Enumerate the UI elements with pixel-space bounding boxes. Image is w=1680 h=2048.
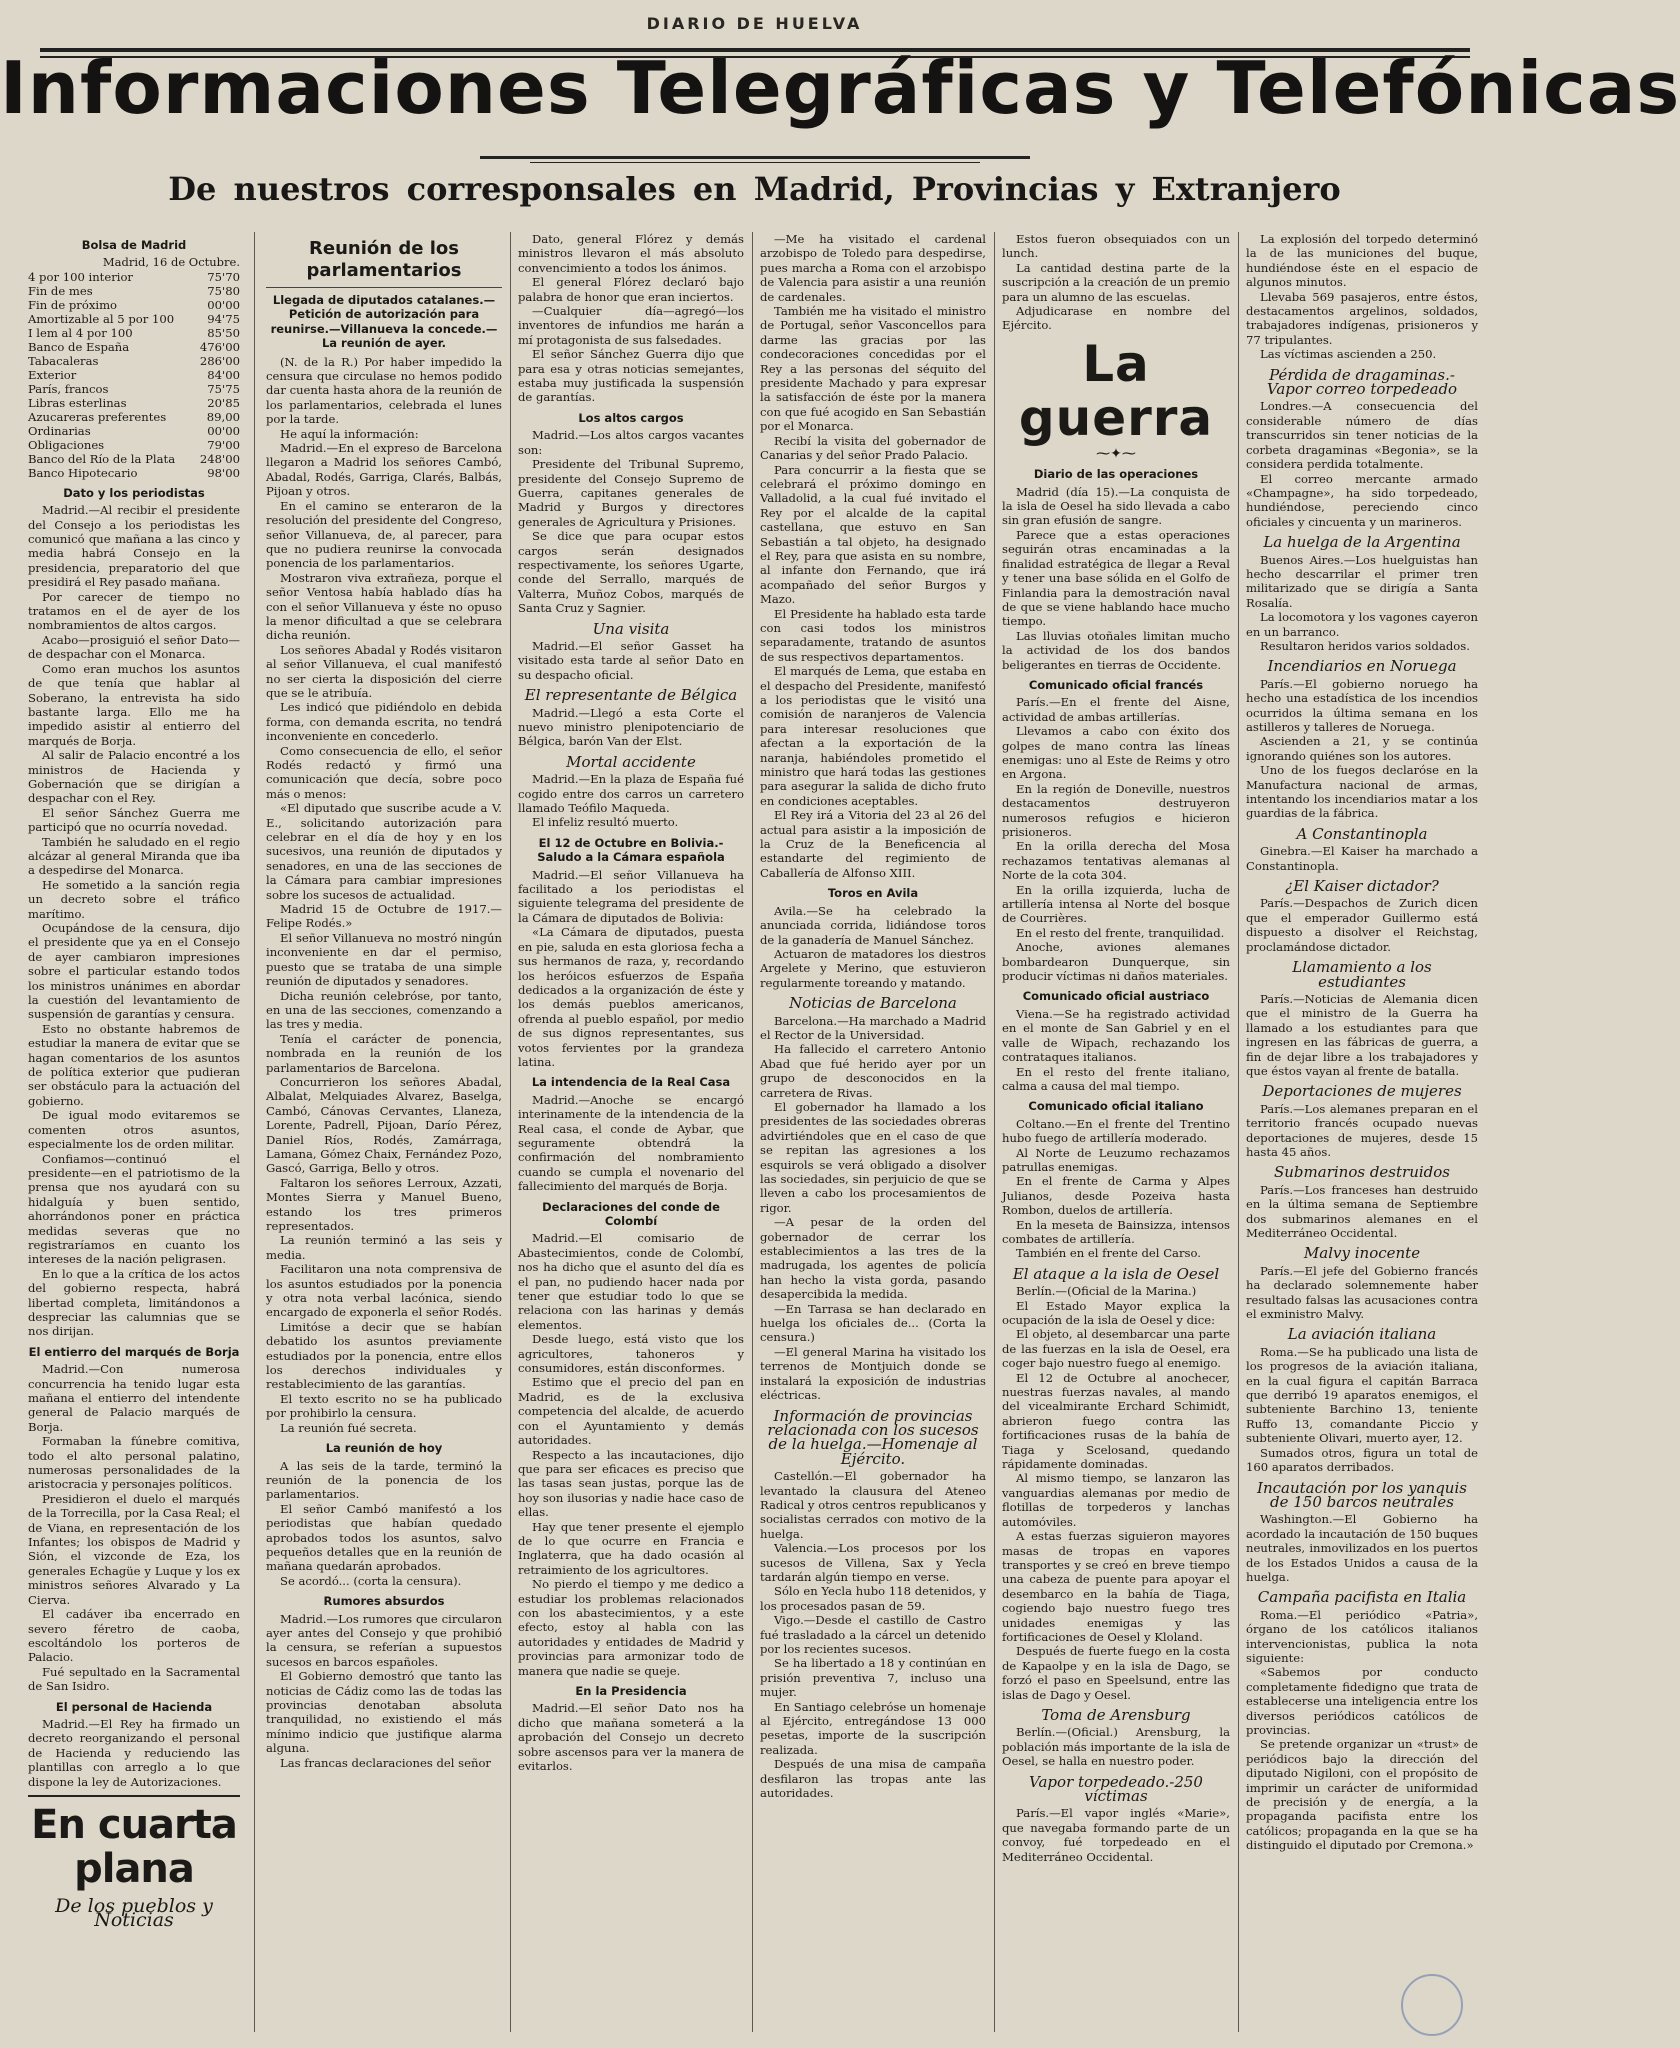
stock-value: 00'00 <box>207 297 240 312</box>
paragraph: Sólo en Yecla hubo 118 detenidos, y los procesados pasan de 59. <box>760 1584 986 1613</box>
stock-name: Fin de próximo <box>28 297 118 312</box>
paragraph: Se acordó... (corta la censura). <box>280 1573 462 1588</box>
paragraph: El correo mercante armado «Champagne», ha sido torpedeado, hundiéndose, pereciendo cinco oficiales y cincuenta y un marineros. <box>1246 471 1478 529</box>
paragraph: No pierdo el tiempo y me dedico a estudiar los problemas relacionados con los abastecimientos, y a este efecto, estoy al habla con las autoridades y entidades de Madrid y provincias para armonizar todo de manera que nadie se queje. <box>518 1577 744 1678</box>
paragraph: París.—En el frente del Aisne, actividad de ambas artillerías. <box>1002 695 1230 724</box>
paragraph: París.—El vapor inglés «Marie», que navegaba formando parte de un convoy, fué torpedeado en el Mediterráneo Occidental. <box>1002 1806 1230 1864</box>
article-heading: El personal de Hacienda <box>55 1699 213 1714</box>
paragraph: Madrid 15 de Octubre de 1917.— Felipe Rodés.» <box>266 902 502 931</box>
paragraph: Hay que tener presente el ejemplo de lo que ocurre en Francia e Inglaterra, que ha dado ocasión al retraimiento de los agricultores. <box>518 1519 744 1577</box>
paragraph: Coltano.—En el frente del Trentino hubo fuego de artillería moderado. <box>1002 1116 1230 1146</box>
paragraph: Estos fueron obsequiados con un lunch. <box>1002 232 1230 261</box>
column-1 <box>28 232 240 2032</box>
paragraph: Viena.—Se ha registrado actividad en el monte de San Gabriel y en el valle de Wipach, rechazando los contrataques italianos. <box>1002 1006 1230 1065</box>
article-heading: Llamamiento a los estudiantes <box>1292 958 1432 991</box>
paragraph: En el resto del frente italiano, calma a causa del mal tiempo. <box>1002 1064 1230 1093</box>
paragraph: En la orilla derecha del Mosa rechazamos tentativas alemanas al Norte de la cota 304. <box>1002 839 1230 883</box>
paragraph: También he saludado en el regio alcázar al general Miranda que iba a despedirse del Monarca. <box>28 834 240 878</box>
stock-name: Azucareras preferentes <box>28 409 167 424</box>
paragraph: Madrid.—El señor Dato nos ha dicho que mañana someterá a la aprobación del Consejo un decreto sobre ascensos para ver la manera de evitarlos. <box>518 1701 744 1774</box>
paragraph: Madrid.—Con numerosa concurrencia ha tenido lugar esta mañana el entierro del intendente general de Palacio marqués de Borja. <box>28 1362 240 1434</box>
paragraph: Valencia.—Los procesos por los sucesos de Villena, Sax y Yecla tardarán algún tiempo en verse. <box>760 1541 986 1584</box>
article-heading: Toma de Arensburg <box>1041 1705 1191 1724</box>
paragraph: Parece que a estas operaciones seguirán otras encaminadas a la finalidad estratégica de llegar a Reval y tener una base sólida en el Golfo de Finlandia para la demostración naval de que se viene hablando hace mucho tiempo. <box>1002 527 1230 629</box>
paragraph: Dato, general Flórez y demás ministros llevaron el más absoluto convencimiento a todos los ánimos. <box>518 232 744 275</box>
paragraph: Avila.—Se ha celebrado la anunciada corrida, lidiándose toros de la ganadería de Manuel Sánchez. <box>760 903 986 947</box>
ornament-icon: ⁓✦⁓ <box>1096 445 1136 462</box>
paragraph: Al mismo tiempo, se lanzaron las vanguardias alemanas por medio de flotillas de torpederos y lanchas automóviles. <box>1002 1471 1230 1529</box>
article-heading: A Constantinopla <box>1296 824 1428 843</box>
paragraph: Madrid.—En el expreso de Barcelona llegaron a Madrid los señores Cambó, Abadal, Rodés, Garriga, Clarés, Balbás, Pijoan y otros. <box>266 441 502 499</box>
paragraph: El gobernador ha llamado a los presidentes de las sociedades obreras advirtiéndoles que en el caso de que se repitan las agresiones a los esquirols se verá obligado a disolver las sociedades, sin perjuicio de que se lleven a cabo los procesamientos de rigor. <box>760 1099 986 1215</box>
paragraph: También en el frente del Carso. <box>1016 1246 1201 1261</box>
paragraph: Dicha reunión celebróse, por tanto, en una de las secciones, comenzando a las tres y media. <box>266 988 502 1032</box>
stock-value: 75'80 <box>207 283 240 298</box>
paragraph: El infeliz resultó muerto. <box>532 815 679 830</box>
stock-value: 85'50 <box>207 325 240 340</box>
paragraph: París.—Los alemanes preparan en el territorio francés ocupado nuevas deportaciones de mujeres, desde 15 hasta 45 años. <box>1246 1101 1478 1159</box>
article-heading: ¿El Kaiser dictador? <box>1285 877 1439 896</box>
article-heading: Los altos cargos <box>578 410 684 425</box>
stock-value: 79'00 <box>207 437 240 452</box>
article-heading: Deportaciones de mujeres <box>1262 1082 1462 1101</box>
stock-name: París, francos <box>28 381 109 396</box>
paragraph: Madrid.—El señor Villanueva ha facilitado a los periodistas el siguiente telegrama del presidente de la Cámara de diputados de Bolivia: <box>518 867 744 925</box>
article-heading: El 12 de Octubre en Bolivia.-Saludo a la Cámara española <box>537 835 725 865</box>
paragraph: Tenía el carácter de ponencia, nombrada en la reunión de los parlamentarios de Barcelona. <box>266 1031 502 1075</box>
paragraph: Barcelona.—Ha marchado a Madrid el Rector de la Universidad. <box>760 1013 986 1042</box>
paragraph: París.—Los franceses han destruido en la última semana de Septiembre dos submarinos alemanes en el Mediterráneo Occidental. <box>1246 1182 1478 1240</box>
stock-name: I lem al 4 por 100 <box>28 325 133 340</box>
article-heading: Malvy inocente <box>1303 1244 1421 1263</box>
divider <box>266 287 502 288</box>
paragraph: «La Cámara de diputados, puesta en pie, saluda en esta gloriosa fecha a sus hermanos de raza, y, recordando los heróicos esfuerzos de España dedicados a la organización de éste y los demás pueblos americanos, ofrenda al pueblo español, por medio de sus dignos representantes, sus votos fervientes por la grandeza latina. <box>518 925 744 1069</box>
stock-row <box>28 284 240 298</box>
paragraph: Desde luego, está visto que los agricultores, tahoneros y consumidores, están disconformes. <box>518 1332 744 1376</box>
paragraph: Para concurrir a la fiesta que se celebrará el próximo domingo en Valladolid, a la cual fué invitado el Rey por el alcalde de la capital castellana, que estuvo en San Sebastián a tal objeto, ha designado el Rey, para que asista en su nombre, al infante don Fernando, que irá acompañado del señor Burgos y Mazo. <box>760 462 986 607</box>
library-stamp-icon <box>1401 1974 1463 2036</box>
stock-row <box>28 382 240 396</box>
column-rule <box>752 232 753 2032</box>
column-4 <box>760 232 986 2032</box>
paragraph: —Cualquier día—agregó—los inventores de infundios me harán a mí protagonista de sus falsedades. <box>518 304 744 347</box>
stock-value: 84'00 <box>207 367 240 382</box>
article-heading: Declaraciones del conde de Colombí <box>542 1199 720 1228</box>
article-heading: Submarinos destruidos <box>1274 1163 1450 1182</box>
stock-row <box>28 298 240 312</box>
paragraph: Madrid.—Al recibir el presidente del Consejo a los periodistas les comunicó que mañana a las cinco y media habrá Consejo en la presidencia, preparatorio del que presidirá el Rey pasado mañana. <box>28 503 240 590</box>
paragraph: (N. de la R.) Por haber impedido la censura que circulase no hemos podido dar cuenta hasta ahora de la reunión de los parlamentarios, celebrada el lunes por la tarde. <box>266 354 502 427</box>
article-heading: Comunicado oficial italiano <box>1028 1099 1204 1114</box>
paragraph: Berlín.—(Oficial de la Marina.) <box>1016 1284 1197 1299</box>
paragraph: Washington.—El Gobierno ha acordado la incautación de 150 buques neutrales, inmovilizados en los puertos de los Estados Unidos a causa de la huelga. <box>1246 1512 1478 1584</box>
paragraph: Acabo—prosiguió el señor Dato—de despachar con el Monarca. <box>28 632 240 662</box>
paragraph: Presidieron el duelo el marqués de la Torrecilla, por la Casa Real; el de Viana, en representación de los Infantes; los obispos de Madrid y Sión, el vizconde de Eza, los generales Echagüe y Luque y los ex ministros señores Alvarado y La Cierva. <box>28 1491 240 1607</box>
article-heading: El ataque a la isla de Oesel <box>1012 1264 1220 1283</box>
paragraph: Concurrieron los señores Abadal, Albalat, Melquiades Alvarez, Baselga, Cambó, Cánovas Cervantes, Llaneza, Lorente, Padrell, Pijoan, Darío Pérez, Daniel Ríos, Rodés, Zamárraga, Lamana, Gómez Chaix, Fernández Pozo, Gascó, Garriga, Bello y otros. <box>266 1074 502 1176</box>
stock-name: 4 por 100 interior <box>28 269 133 284</box>
paragraph: Vigo.—Desde el castillo de Castro fué trasladado a la cárcel un detenido por los recientes sucesos. <box>760 1613 986 1656</box>
paragraph: Madrid.—El comisario de Abastecimientos, conde de Colombí, nos ha dicho que el asunto del día es el pan, no pudiendo hacer nada por tener que estudiar todo lo que se relaciona con las harinas y demás elementos. <box>518 1231 744 1332</box>
paragraph: Por carecer de tiempo no tratamos en el de ayer de los nombramientos de altos cargos. <box>28 589 240 633</box>
paragraph: En lo que a la crítica de los actos del gobierno respecta, habrá libertad completa, limitándonos a despreciar las calumnias que se nos dirijan. <box>28 1266 240 1339</box>
stock-row <box>28 424 240 438</box>
stock-value: 75'70 <box>207 269 240 284</box>
article-heading: Dato y los periodistas <box>63 485 205 500</box>
paragraph: En la orilla izquierda, lucha de artillería intensa al Norte del bosque de Courrières. <box>1002 882 1230 926</box>
stock-row <box>28 354 240 368</box>
paragraph: —En Tarrasa se han declarado en huelga los oficiales de... (Corta la censura.) <box>760 1301 986 1345</box>
article-heading: Campaña pacifista en Italia <box>1257 1588 1467 1607</box>
article-heading: En la Presidencia <box>575 1684 687 1698</box>
stock-value: 98'00 <box>207 465 240 480</box>
article-heading: Incendiarios en Noruega <box>1267 657 1457 676</box>
paragraph: Después de fuerte fuego en la costa de Kapaolpe y en la isla de Dago, se forzó el paso en Speelsund, entre las islas de Dago y Oesel. <box>1002 1644 1230 1702</box>
paragraph: Los señores Abadal y Rodés visitaron al señor Villanueva, el cual manifestó no ser cierta la disposición del cierre que se le atribuía. <box>266 642 502 700</box>
stock-name: Libras esterlinas <box>28 395 127 410</box>
stock-name: Banco Hipotecario <box>28 465 138 480</box>
paragraph: Formaban la fúnebre comitiva, todo el alto personal palatino, numerosas personalidades de la aristocracia y personajes políticos. <box>28 1434 240 1492</box>
paragraph: Ascienden a 21, y se continúa ignorando quiénes son los autores. <box>1246 734 1478 763</box>
stock-value: 75'75 <box>207 381 240 396</box>
column-rule <box>254 232 255 2032</box>
column-6 <box>1246 232 1478 2032</box>
article-heading: Pérdida de dragaminas.- Vapor correo torpedeado <box>1266 365 1458 399</box>
stock-row <box>28 396 240 410</box>
stock-row <box>28 326 240 340</box>
paragraph: Londres.—A consecuencia del considerable número de días transcurridos sin tener noticias de la corbeta dragaminas «Begonia», se la considera perdida totalmente. <box>1246 399 1478 472</box>
paragraph: El Presidente ha hablado esta tarde con casi todos los ministros separadamente, tratando de asuntos de sus respectivos departamentos. <box>760 606 986 664</box>
paragraph: De igual modo evitaremos se comenten otros asuntos, especialmente los de orden militar. <box>28 1108 240 1152</box>
article-heading: La intendencia de la Real Casa <box>531 1075 731 1090</box>
article-subheading: Llegada de diputados catalanes.— Petición de autorización para reunirse.—Villanueva la concede.— La reunión de ayer. <box>270 293 498 351</box>
paragraph: También me ha visitado el ministro de Portugal, señor Vasconcellos para darme las gracias por las condecoraciones concedidas por el Rey a las personas del séquito del presidente Machado y para expresar la satisfacción de éste por la manera con que fué acogido en San Sebastián por el Monarca. <box>760 304 986 434</box>
stock-name: Amortizable al 5 por 100 <box>28 311 175 326</box>
paragraph: Les indicó que pidiéndolo en debida forma, con demanda escrita, no tendrá inconveniente en concederlo. <box>266 700 502 744</box>
stock-name: Obligaciones <box>28 437 105 452</box>
paragraph: La explosión del torpedo determinó la de las municiones del buque, hundiéndose éste en el espacio de algunos minutos. <box>1246 232 1478 290</box>
paragraph: Las lluvias otoñales limitan mucho la actividad de los dos bandos beligerantes en tierras de Occidente. <box>1002 628 1230 672</box>
article-heading: La huelga de la Argentina <box>1263 533 1461 552</box>
column-rule <box>994 232 995 2032</box>
article-heading: Noticias de Barcelona <box>789 994 957 1013</box>
stock-row <box>28 452 240 466</box>
paragraph: París.—Despachos de Zurich dicen que el emperador Guillermo está dispuesto a disolver el Reichstag, proclamándose dictador. <box>1246 896 1478 954</box>
stock-value: 94'75 <box>207 311 240 326</box>
paragraph: Roma.—El periódico «Patria», órgano de los católicos italianos intervencionistas, publica la nota siguiente: <box>1246 1607 1478 1665</box>
paragraph: Faltaron los señores Lerroux, Azzati, Montes Sierra y Manuel Bueno, estando los tres primeros representados. <box>266 1175 502 1233</box>
stock-name: Exterior <box>28 367 77 382</box>
stock-name: Banco del Río de la Plata <box>28 451 176 466</box>
paragraph: Como eran muchos los asuntos de que tenía que hablar al Soberano, la entrevista ha sido bastante larga. Ello me ha impedido asistir al entierro del marqués de Borja. <box>28 661 240 748</box>
paragraph: Actuaron de matadores los diestros Argelete y Merino, que estuvieron regularmente toreando y matando. <box>760 946 986 990</box>
paragraph: —El general Marina ha visitado los terrenos de Montjuich donde se instalará la exposición de industrias eléctricas. <box>760 1344 986 1403</box>
paragraph: «Sabemos por conducto completamente fidedigno que trata de establecerse una inteligencia entre los diversos periódicos católicos de provincias. <box>1246 1665 1478 1737</box>
column-5 <box>1002 232 1230 2032</box>
paragraph: Adjudicarase en nombre del Ejército. <box>1002 304 1230 333</box>
paragraph: Berlín.—(Oficial.) Arensburg, la población más importante de la isla de Oesel, se halla en nuestro poder. <box>1002 1725 1230 1769</box>
paragraph: El Estado Mayor explica la ocupación de la isla de Oesel y dice: <box>1002 1298 1230 1327</box>
stock-value: 286'00 <box>199 353 240 368</box>
column-3 <box>518 232 744 2032</box>
paragraph: Ginebra.—El Kaiser ha marchado a Constantinopla. <box>1246 844 1478 873</box>
paragraph: En el camino se enteraron de la resolución del presidente del Congreso, señor Villanueva, de, al parecer, para que no pudiera reunirse la convocada ponencia de los parlamentarios. <box>266 498 502 571</box>
article-heading: Mortal accidente <box>566 752 696 771</box>
article-heading: El entierro del marqués de Borja <box>28 1344 240 1359</box>
paragraph: En la meseta de Bainsizza, intensos combates de artillería. <box>1002 1217 1230 1246</box>
stock-name: Ordinarias <box>28 423 91 438</box>
paragraph: La cantidad destina parte de la suscripción a la creación de un premio para un alumno de las escuelas. <box>1002 260 1231 304</box>
paragraph: Estimo que el precio del pan en Madrid, es de la exclusiva competencia del alcalde, de acuerdo con el Ayuntamiento y demás autoridades. <box>518 1375 744 1448</box>
stock-row <box>28 312 240 326</box>
paragraph: París.—El gobierno noruego ha hecho una estadística de los incendios ocurridos la última semana en los astilleros y talleres de Noruega. <box>1246 676 1478 734</box>
paragraph: El marqués de Lema, que estaba en el despacho del Presidente, manifestó a los periodistas que le visitó una comisión de naranjeros de Valencia para interesar resoluciones que afectan a la exportación de la naranja, habiéndoles prometido el ministro que hará todas las gestiones para asegurar la salida de dicho fruto en condiciones aceptables. <box>760 664 986 808</box>
paragraph: Ocupándose de la censura, dijo el presidente que ya en el Consejo de ayer cambiaron impresiones sobre el particular estando todos los ministros unánimes en abordar la cuestión del levantamiento de suspensión de garantías y censura. <box>28 921 240 1022</box>
paragraph: París.—Noticias de Alemania dicen que el ministro de la Guerra ha llamado a los estudiantes para que ingresen en las fábricas de guerra, a fin de dejar libre a los trabajadores y que éstos vayan al frente de batalla. <box>1246 991 1478 1078</box>
running-head: DIARIO DE HUELVA <box>646 14 863 33</box>
stock-row <box>28 368 240 382</box>
stock-name: Tabacaleras <box>28 353 99 368</box>
article-heading: Incautación por los yanquis de 150 barcos neutrales <box>1257 1478 1467 1511</box>
article-heading: Información de provincias relacionada con los sucesos de la huelga.—Homenaje al Ejército. <box>767 1406 979 1468</box>
column-rule <box>1238 232 1239 2032</box>
paragraph: Llevaba 569 pasajeros, entre éstos, destacamentos argelinos, soldados, trabajadores indígenas, prisioneros y 77 tripulantes. <box>1246 289 1478 347</box>
paragraph: El cadáver iba encerrado en severo féretro de caoba, escoltándolo los porteros de Palacio. <box>28 1607 240 1665</box>
paragraph: Mostraron viva extrañeza, porque el señor Ventosa había hablado días ha con el señor Villanueva y éste no opuso la menor dificultad a que se celebrara dicha reunión. <box>266 570 502 643</box>
paragraph: Las francas declaraciones del señor <box>280 1755 491 1770</box>
paragraph: Madrid.—Los rumores que circularon ayer antes del Consejo y que prohibió la censura, se referían a supuestos sucesos en barcos españoles. <box>266 1611 502 1669</box>
stock-value: 476'00 <box>199 339 240 354</box>
paragraph: Madrid.—En la plaza de España fué cogido entre dos carros un carretero llamado Teófilo Maqueda. <box>518 772 744 816</box>
article-heading: El representante de Bélgica <box>524 686 738 705</box>
stock-row <box>28 410 240 424</box>
title-rule <box>480 156 1030 159</box>
stock-row <box>28 438 240 452</box>
bolsa-heading: Bolsa de Madrid <box>81 238 187 252</box>
paragraph: París.—El jefe del Gobierno francés ha declarado solemnemente haber resultado falsas las acusaciones contra el exministro Malvy. <box>1246 1263 1478 1322</box>
paragraph: Sumados otros, figura un total de 160 aparatos derribados. <box>1246 1445 1478 1475</box>
bolsa-date: Madrid, 16 de Octubre. <box>102 255 240 270</box>
paragraph: He sometido a la sanción regia un decreto sobre el tráfico marítimo. <box>28 877 240 921</box>
stock-row <box>28 340 240 354</box>
paragraph: El Rey irá a Vitoria del 23 al 26 del actual para asistir a la imposición de la Cruz de la Beneficencia al estandarte del regimiento de Caballería de Alfonso XIII. <box>760 808 986 880</box>
paragraph: Limitóse a decir que se habían debatido los asuntos previamente estudiados por la ponencia, entre ellos los derechos individuales y restablecimiento de las garantías. <box>266 1319 502 1392</box>
page-title: Informaciones Telegráficas y Telefónicas <box>0 46 1680 130</box>
paragraph: La reunión fué secreta. <box>280 1420 417 1435</box>
paragraph: El señor Villanueva no mostró ningún inconveniente en dar el permiso, puesto que se trataba de una simple reunión de diputados y senadores. <box>266 930 502 989</box>
article-heading: Comunicado oficial austriaco <box>1022 989 1210 1004</box>
paragraph: Castellón.—El gobernador ha levantado la clausura del Ateneo Radical y otros centros republicanos y socialistas cerrados con motivo de la huelga. <box>760 1469 986 1541</box>
article-heading: Reunión de los parlamentarios <box>306 238 462 281</box>
paragraph: A estas fuerzas siguieron mayores masas de tropas en vapores transportes y se creó en breve tiempo una cabeza de puente para apoyar el desembarco en la bahía de Tiaga, cogiendo bajo nuestro fuego tres unidades enemigas y las fortificaciones de Oesel y Kloland. <box>1002 1529 1230 1644</box>
paragraph: Madrid.—Anoche se encargó interinamente de la intendencia de la Real casa, el conde de Aybar, que seguramente obtendrá la confirmación del nombramiento cuando se cumpla el novenario del fallecimiento del marqués de Borja. <box>518 1092 744 1194</box>
paragraph: Llevamos a cabo con éxito dos golpes de mano contra las líneas enemigas: uno al Este de Reims y otro en Argona. <box>1002 724 1230 782</box>
paragraph: Respecto a las incautaciones, dijo que para ser eficaces es preciso que las tasas sean justas, porque las de hoy son ilusorias y nadie hace caso de ellas. <box>518 1447 744 1520</box>
paragraph: El texto escrito no se ha publicado por prohibirlo la censura. <box>266 1391 502 1421</box>
paragraph: Las víctimas ascienden a 250. <box>1260 347 1437 362</box>
article-heading: Rumores absurdos <box>323 1594 445 1609</box>
paragraph: El objeto, al desembarcar una parte de las fuerzas en la isla de Oesel, era coger bajo nuestro fuego al enemigo. <box>1002 1327 1230 1371</box>
paragraph: El señor Cambó manifestó a los periodistas que habían quedado aprobados todos los asuntos, salvo pequeños detalles que en la reunión de mañana quedarán aprobados. <box>266 1501 502 1574</box>
paragraph: Confiamos—continuó el presidente—en el patriotismo de la prensa que nos ayudará con su hidalguía y buen sentido, ahorrándonos poner en práctica medidas severas que no registraríamos en cuanto los intereses de la nación peligrasen. <box>28 1151 240 1267</box>
page-subtitle: De nuestros corresponsales en Madrid, Provincias y Extranjero <box>168 170 1341 208</box>
paragraph: Se pretende organizar un «trust» de periódicos bajo la dirección del diputado Nigiloni, con el propósito de imprimir un carácter de uniformidad de precisión y de energía, a la propaganda pacifista entre los católicos; propaganda en la que se ha distinguido el diputado por Cremona.» <box>1246 1737 1478 1853</box>
paragraph: Presidente del Tribunal Supremo, presidente del Consejo Supremo de Guerra, capitanes generales de Madrid y Burgos y directores generales de Agricultura y Prisiones. <box>518 457 744 529</box>
article-heading: Vapor torpedeado.-250 víctimas <box>1029 1772 1203 1805</box>
stock-value: 00'00 <box>207 423 240 438</box>
stock-value: 248'00 <box>199 451 240 466</box>
paragraph: El 12 de Octubre al anochecer, nuestras fuerzas navales, al mando del vicealmirante Erchard Schimidt, abrieron fuego contra las fortificaciones rusas de la bahía de Tiaga y Scelosand, quedando rápidamente dominadas. <box>1002 1370 1230 1472</box>
paragraph: Esto no obstante habremos de estudiar la manera de evitar que se hagan comentarios de los asuntos de política exterior que pudieran ser obstáculo para la actuación del gobierno. <box>28 1021 240 1108</box>
paragraph: —A pesar de la orden del gobernador de cerrar los establecimientos a las tres de la madrugada, los agentes de policía han hecho la vista gorda, pasando desapercibida la medida. <box>760 1215 986 1302</box>
paragraph: Buenos Aires.—Los huelguistas han hecho descarrilar el primer tren militarizado que se dirigía a Santa Rosalía. <box>1246 552 1478 610</box>
paragraph: Roma.—Se ha publicado una lista de los progresos de la aviación italiana, en la cual figura el capitán Barraca que derribó 19 aparatos enemigos, el subteniente Barchino 13, teniente Ruffo 13, comandante Piccio y subteniente Olivari, muerto ayer, 12. <box>1246 1344 1478 1446</box>
paragraph: En Santiago celebróse un homenaje al Ejército, entregándose 13 000 pesetas, importe de la suscripción realizada. <box>760 1699 986 1757</box>
paragraph: He aquí la información: <box>280 426 419 441</box>
paragraph: El señor Sánchez Guerra me participó que no ocurría novedad. <box>28 805 240 835</box>
divider <box>28 1795 240 1797</box>
paragraph: Uno de los fuegos declaróse en la Manufactura nacional de armas, intentando los incendiarios matar a los guardias de la fábrica. <box>1246 763 1478 821</box>
paragraph: Se ha libertado a 18 y continúan en prisión preventiva 7, incluso una mujer. <box>760 1656 986 1700</box>
stock-value: 89,00 <box>206 409 240 424</box>
paragraph: Al salir de Palacio encontré a los ministros de Hacienda y Gobernación que se dirigían a despachar con el Rey. <box>28 748 240 806</box>
article-heading: Comunicado oficial francés <box>1028 677 1204 692</box>
stock-value: 20'85 <box>207 395 240 410</box>
paragraph: Resultaron heridos varios soldados. <box>1260 638 1470 653</box>
paragraph: «El diputado que suscribe acude a V. E., solicitando autorización para celebrar en el día de hoy y en los sucesivos, una reunión de diputados y senadores, en una de las secciones de la Cámara para cambiar impresiones sobre los sucesos de actualidad. <box>266 801 502 902</box>
stock-name: Banco de España <box>28 339 130 354</box>
paragraph: El Gobierno demostró que tanto las noticias de Cádiz como las de todas las provincias denotaban absoluta tranquilidad, no existiendo el más mínimo indicio que justifique alarma alguna. <box>266 1669 502 1756</box>
paragraph: Recibí la visita del gobernador de Canarias y del señor Prado Palacio. <box>760 433 986 463</box>
paragraph: Madrid.—Llegó a esta Corte el nuevo ministro plenipotenciario de Bélgica, barón Van der Elst. <box>518 705 744 749</box>
column-2 <box>266 232 502 2032</box>
paragraph: El general Flórez declaró bajo palabra de honor que eran inciertos. <box>518 275 744 304</box>
paragraph: Al Norte de Leuzumo rechazamos patrullas enemigas. <box>1002 1145 1230 1174</box>
stock-name: Fin de mes <box>28 283 93 298</box>
paragraph: Madrid (día 15).—La conquista de la isla de Oesel ha sido llevada a cabo sin gran efusión de sangre. <box>1002 484 1230 528</box>
cuarta-plana-heading: En cuarta plana <box>31 1801 237 1892</box>
article-heading: Toros en Avila <box>827 886 919 901</box>
paragraph: Anoche, aviones alemanes bombardearon Dunquerque, sin producir víctimas ni daños materiales. <box>1002 940 1230 984</box>
paragraph: La reunión terminó a las seis y media. <box>266 1233 502 1262</box>
paragraph: La locomotora y los vagones cayeron en un barranco. <box>1246 610 1478 639</box>
section-heading-la-guerra: La guerra <box>1018 334 1214 447</box>
article-heading: La aviación italiana <box>1287 1325 1437 1344</box>
paragraph: En el resto del frente, tranquilidad. <box>1016 925 1225 940</box>
paragraph: Después de una misa de campaña desfilaron las tropas ante las autoridades. <box>760 1757 986 1801</box>
paragraph: Madrid.—Los altos cargos vacantes son: <box>518 428 744 457</box>
article-heading: Una visita <box>592 619 670 638</box>
paragraph: Como consecuencia de ello, el señor Rodés redactó y firmó una comunicación que decía, sobre poco más o menos: <box>266 743 502 801</box>
title-rule-thin <box>530 162 980 163</box>
article-heading: Diario de las operaciones <box>1033 467 1199 482</box>
paragraph: A las seis de la tarde, terminó la reunión de la ponencia de los parlamentarios. <box>266 1458 502 1502</box>
stock-row <box>28 466 240 480</box>
stock-table <box>28 270 240 480</box>
paragraph: En la región de Doneville, nuestros destacamentos destruyeron numerosos refugios e hicieron prisioneros. <box>1002 781 1230 839</box>
article-heading: La reunión de hoy <box>325 1441 443 1456</box>
paragraph: Se dice que para ocupar estos cargos serán designados respectivamente, los señores Ugarte, conde del Serrallo, marqués de Valterra, Muñoz Cobos, marqués de Santa Cruz y Sagnier. <box>518 529 744 616</box>
column-rule <box>510 232 511 2032</box>
stock-row <box>28 270 240 284</box>
paragraph: En el frente de Carma y Alpes Julianos, desde Pozeiva hasta Rombon, duelos de artillería. <box>1002 1174 1230 1218</box>
paragraph: —Me ha visitado el cardenal arzobispo de Toledo para despedirse, pues marcha a Roma con el arzobispo de Valencia para asistir a una reunión de cardenales. <box>760 232 986 304</box>
cuarta-plana-subheading: De los pueblos y Noticias <box>55 1894 213 1932</box>
paragraph: Fué sepultado en la Sacramental de San Isidro. <box>28 1664 240 1694</box>
paragraph: El señor Sánchez Guerra dijo que para esa y otras noticias semejantes, estaba muy justificada la suspensión de garantías. <box>518 347 744 405</box>
paragraph: Ha fallecido el carretero Antonio Abad que fué herido ayer por un grupo de desconocidos en la carretera de Rivas. <box>760 1042 986 1100</box>
paragraph: Facilitaron una nota comprensiva de los asuntos estudiados por la ponencia y otra nota verbal lacónica, siendo encargado de exponerla el señor Rodés. <box>266 1262 503 1320</box>
paragraph: Madrid.—El Rey ha firmado un decreto reorganizando el personal de Hacienda y reduciendo las plantillas con arreglo a lo que dispone la ley de Autorizaciones. <box>28 1716 240 1789</box>
paragraph: Madrid.—El señor Gasset ha visitado esta tarde al señor Dato en su despacho oficial. <box>518 638 744 682</box>
